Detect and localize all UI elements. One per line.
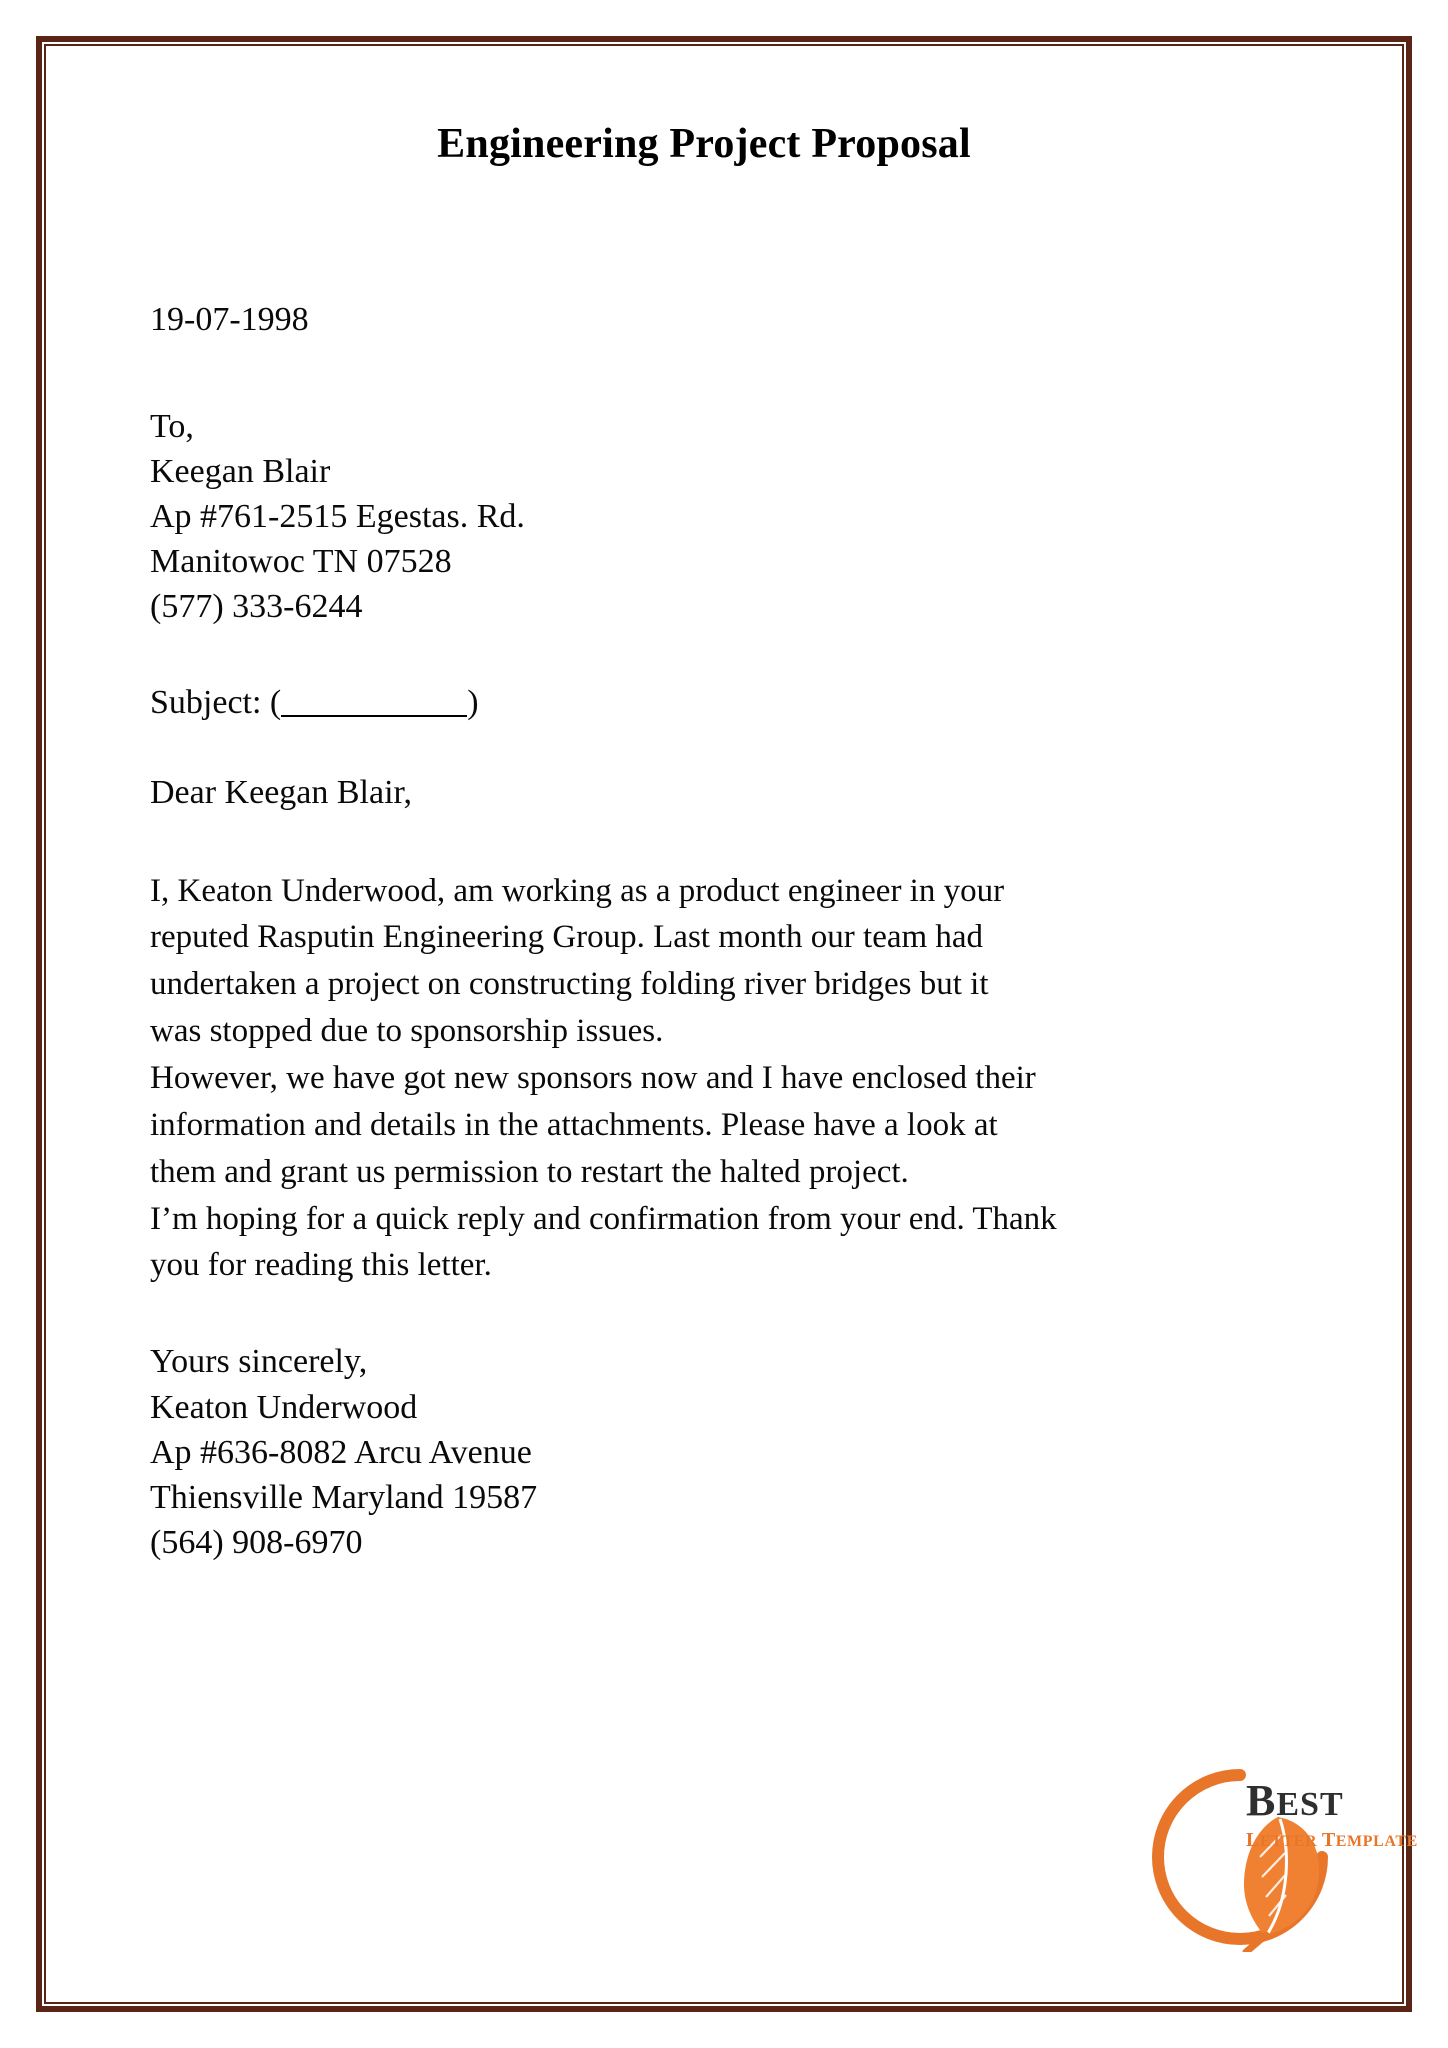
best-letter-template-logo [1140,1757,1418,1952]
recipient-name: Keegan Blair [150,452,331,490]
body-line: was stopped due to sponsorship issues. [150,1013,664,1050]
body-line: I, Keaton Underwood, am working as a product engineer in your [150,872,1005,909]
subject-line [150,684,1348,722]
subject-close-paren: ) [467,683,479,721]
body-line: I’m hoping for a quick reply and confirmation from your end. Thank [150,1200,1057,1237]
recipient-phone: (577) 333-6244 [150,588,363,626]
logo-brand-text [1246,1776,1418,1825]
letter-date: 19-07-1998 [150,301,309,338]
logo-tagline-letter-cap: L [1246,1829,1260,1851]
logo-tagline-letter-rest: ETTER [1259,1833,1318,1850]
subject-input[interactable] [281,715,467,717]
body-line: reputed Rasputin Engineering Group. Last month our team had [150,919,984,956]
sender-city-state-zip: Thiensville Maryland 19587 [150,1479,538,1516]
sender-closing-block [150,1339,1348,1565]
logo-tagline [1246,1830,1418,1850]
logo-wordmark [1246,1776,1418,1851]
logo-brand-initial: B [1246,1776,1277,1825]
recipient-to-label: To, [150,407,194,445]
body-line: However, we have got new sponsors now and I have enclosed their [150,1060,1036,1097]
logo-tagline-template-rest: EMPLATE [1335,1833,1418,1850]
page-title: Engineering Project Proposal [437,121,971,167]
subject-label: Subject: ( [150,683,282,721]
body-line: undertaken a project on constructing folding river bridges but it [150,966,989,1003]
letter-body [150,868,1255,1290]
body-line: them and grant us permission to restart the halted project. [150,1153,909,1190]
sender-name: Keaton Underwood [150,1388,418,1426]
recipient-city-state-zip: Manitowoc TN 07528 [150,543,452,581]
logo-tagline-template-cap: T [1321,1829,1336,1851]
recipient-street: Ap #761-2515 Egestas. Rd. [150,497,525,535]
salutation: Dear Keegan Blair, [150,773,413,811]
body-line: information and details in the attachments. Please have a look at [150,1106,998,1143]
sender-street: Ap #636-8082 Arcu Avenue [150,1433,532,1471]
valediction: Yours sincerely, [150,1343,368,1381]
letter-content [150,120,1348,1968]
recipient-address-block [150,404,1348,630]
body-line: you for reading this letter. [150,1247,492,1284]
body-paragraph [150,868,1255,1290]
logo-brand-rest: EST [1276,1786,1344,1823]
sender-phone: (564) 908-6970 [150,1524,363,1562]
